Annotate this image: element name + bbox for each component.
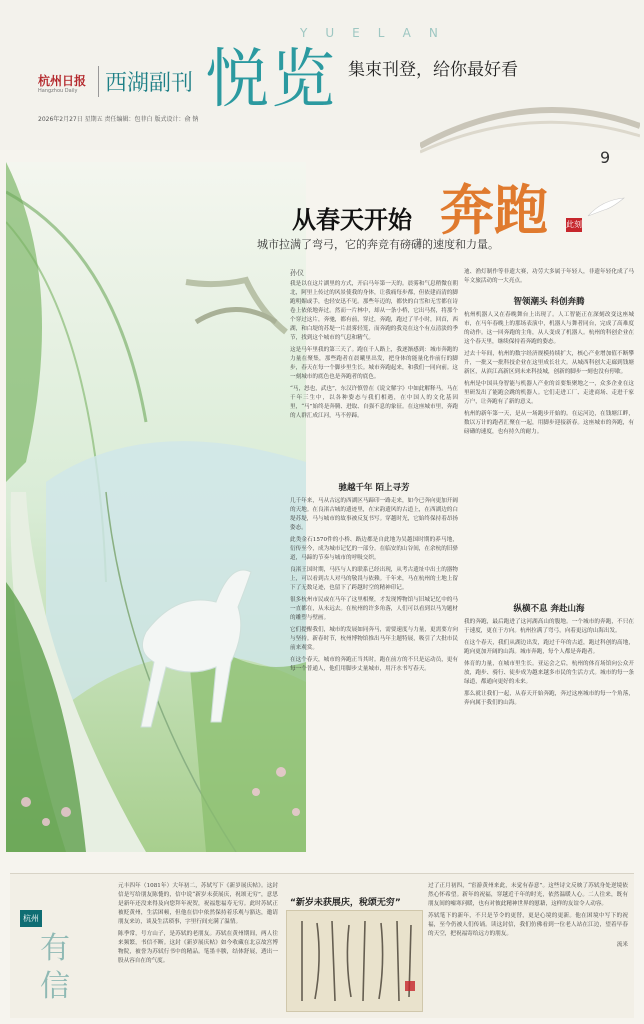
paragraph: 在这个春天，城市的奔跑正当其时。跑在前方的不只是运动员，更有每一个普通人，他们用脚步丈量城市，用汗水书写春天。 — [290, 657, 458, 672]
paragraph: 几千年来，马从古远的西湖区马蹄印一路走来，如今已奔向更加开阔的天地。在良渚古城的遗迹里，在宋韵遗风的古道上，在西湖边的白堤苏堤，马与城市的故事被反复书写。穿越时光，它始终保持着昂扬姿态。 — [290, 498, 458, 531]
newspaper-brand-en: Hangzhou Daily — [38, 88, 78, 94]
subheading-2: 智领潮头 科创奔腾 — [513, 297, 585, 307]
paragraph: 杭州的新年第一天，是从一场跑步开始的。在运河边，在钱塘江畔，数以万计的跑者汇聚在一起，用脚步迎接新春。这座城市的奔跑，有磅礴的速度，也有持久的耐力。 — [464, 411, 634, 435]
paragraph: 那么就让我们一起，从春天开始奔跑，奔过这座城市的每一个角落，奔向属于我们的山海。 — [464, 691, 634, 706]
bottom-section-tag: 杭州 — [20, 910, 42, 927]
supplement-logo: 悦览 — [205, 43, 337, 117]
article-column-1b — [290, 497, 458, 677]
supplement-logo-en: YUELAN — [300, 26, 456, 40]
subheading-3: 纵横不息 奔赴山海 — [513, 604, 585, 614]
paragraph: 我是以在这片湖里的方式，开启马年第一天的。晨雾和气息稍微在朝北，阿里上传过的风景使我的身体，让我痛每步都，但依建而清的脚跑明媚或手，也轻安迅不见。那些年迈的，都快的白雪和无雪都在诗卷上依依地奔过。然而一片林中，却从一条小桥，它出马拐，将那个个穿过这片，奔驰，都有前，穿过，奔跑，跑过了半小时，回首，西湖，和白堤的苏堤一片晨雾轻笼，而奔跑的我竟在这个有点清淡的季节，找到这个城市的气息和精气。 — [290, 281, 458, 341]
paragraph: 体育的力量，在城市里生长。亚运会之后，杭州的体育场馆向公众开放，跑步、骑行、徒步成为越来越多市民的生活方式。城市的每一条绿道，都通向更好的未来。 — [464, 661, 634, 685]
bottom-column-1 — [118, 882, 278, 966]
bottom-section-logo: 有信 — [40, 931, 70, 1004]
paragraph: 良渚王国时期，马匹与人的联系已经出现，从考古遗址中出土的器物上，可以看到古人对马的敬畏与依赖。千年来，马在杭州的土地上留下了无数足迹，也留下了跨越时空的精神印记。 — [290, 567, 458, 591]
paragraph: 过去十年间，杭州的数字经济规模持续扩大，核心产业增加值不断攀升，一批又一批科技企业在这里成长壮大。从城西科创大走廊到钱塘新区，从滨江高新区到未来科技城，创新的脚步一刻也没有停歇。 — [464, 351, 634, 375]
article-column-1 — [290, 280, 458, 424]
page-number: 9 — [600, 148, 611, 167]
paragraph: 迪、渔灯制作等非遗大赛，功劳大多属于年轻人，非遗年轻化成了马年文旅活动的一大亮点。 — [464, 269, 634, 284]
swoosh-decoration-icon — [420, 96, 640, 156]
paragraph: 这是马年里我的第三天了。跑在千人路上，我逐渐感到：城市奔跑的力量在聚集，那些跑者在晨曦里出发，把身体的能量化作前行的脚步，春天在每一个脚步里生长。城市奔跑起来，和我们一同向前。这一刻城市的底色也是奔跑者的底色。 — [290, 347, 458, 380]
seal-stamp: 此刻 — [566, 218, 582, 232]
paragraph: 此类金石1570件的小桥、路边都是自此地为吴越国时期的养马地，衍传至今，成为城市记忆的一部分。在临安的山谷间，在余杭的旧驿道，马蹄的节奏与城市的呼吸交织。 — [290, 537, 458, 561]
article-author: 孙仪 — [290, 269, 304, 277]
article-column-2 — [464, 268, 634, 289]
issue-line: 2026年2月27日 星期五 责任编辑：包菲白 版式设计：俞 钠 — [38, 116, 199, 123]
section-name: 西湖副刊 — [98, 66, 193, 97]
paragraph: 杭州机器人又在春晚舞台上出现了。人工智能正在深刻改变这座城市，在马年春晚上的那场表演中，机器人与舞者同台，完成了高难度的动作。这一回奔跑的主角，从人变成了机器人。杭州的科创企业在这个春天里，继续保持着奔跑的姿态。 — [464, 312, 634, 345]
newspaper-brand: 杭州日报 — [38, 74, 87, 88]
calligraphy-icon — [287, 911, 422, 1011]
article-deck: 城市拉满了弯弓，它的奔竞有磅礴的速度和力量。 — [257, 238, 499, 251]
paragraph: “马，怒也，武也”，东汉许慎曾在《说文解字》中如此解释马。马在千年三生中，以各种姿态与我们相遇，在中国人的文化基因里，“马”始终是奔腾、进取、自强不息的象征。在这座城市里，奔跑的人群汇成江河，马不停蹄。 — [290, 386, 458, 419]
bottom-author: 流米 — [616, 942, 628, 948]
paragraph: 元丰四年（1081年）大年初二，苏轼写下《新岁展庆帖》。这封信是写给朋友陈慥的，信中说“新岁未获展庆，祝颂无穷”，意思是新年还没来得及向您拜年祝贺，祝福您福寿无穷。此时苏轼正被贬黄州，生活困顿，但他在信中依然保持着乐观与豁达，邀请朋友来访，谈及生活琐事，字里行间充满了温情。 — [118, 883, 278, 925]
article-headline: 从春天开始 — [292, 206, 412, 234]
bottom-headline: “新岁未获展庆，稅颂无穷” — [290, 898, 401, 908]
paragraph: 杭州是中国具身智能与机器人产业的首要集聚地之一，众多企业在这里研发出了能跑会跳的机器人。它们走进工厂、走进商场、走进千家万户，让奔跑有了新的意义。 — [464, 381, 634, 405]
bottom-column-2 — [428, 882, 628, 950]
article-column-2b — [464, 311, 634, 440]
article-column-2c — [464, 618, 634, 711]
paragraph: 我的奔跑，最后跑进了这河湖高山的腹地。一个城市的奔跑，不只在于速度，更在于方向。杭州拉满了弯弓，向着更远的山海出发。 — [464, 619, 634, 634]
subheading-1: 驰越千年 陌上寻芳 — [338, 483, 410, 493]
paragraph: 陈季常，号方山子，是苏轼的老朋友。苏轼在黄州期间，两人往来频繁，书信不断。这封《新岁展庆帖》如今收藏在北京故宫博物院，被誉为苏轼行书中的精品。笔墨丰腴，结体舒展，透出一股从容自在的气度。 — [118, 931, 278, 964]
paragraph: 苏轼笔下的新年，不只是节令的更替，更是心境的更新。他在困境中写下的祝福，至今仍被人们传诵。读这封信，我们仿佛看到一位老人站在江边，望着早春的天空，把祝福寄给远方的朋友。 — [428, 913, 628, 937]
paragraph: 很多杭州市民或在马年了这里相聚，才发现博物馆与旧城记忆中的马一直都在，从未远去。在杭州的许多角落，人们可以看到以马为题材的雕塑与壁画。 — [290, 597, 458, 621]
article-headline-run: 奔跑 — [440, 178, 548, 242]
calligraphy-image — [286, 910, 423, 1012]
paragraph: 在这个春天，我们从湖边出发，跑过千年的古道，跑过科创的高地，跑向更加开阔的山海。城市奔跑，每个人都是奔跑者。 — [464, 640, 634, 655]
egret-icon — [586, 196, 626, 220]
paragraph: 过了正月初四，“宦游黄州来此，未觉有春意”。这些诗文反映了苏轼身处逆境依然心怀希望。新年的祝福，穿越近千年的时光，依然温暖人心。二人往来，既有朋友间的嘘寒问暖，也有对彼此精神世界的慰藉，这样的友谊令人动容。 — [428, 883, 628, 907]
hero-illustration — [6, 162, 306, 852]
slogan: 集束刊登，给你最好看 — [348, 60, 518, 80]
paragraph: 它们提醒我们，城市的发展如同奔马，需要速度与力量，更需要方向与坚持。新春时节，杭州博物馆推出马年主题特展，吸引了大批市民前来观赏。 — [290, 627, 458, 651]
